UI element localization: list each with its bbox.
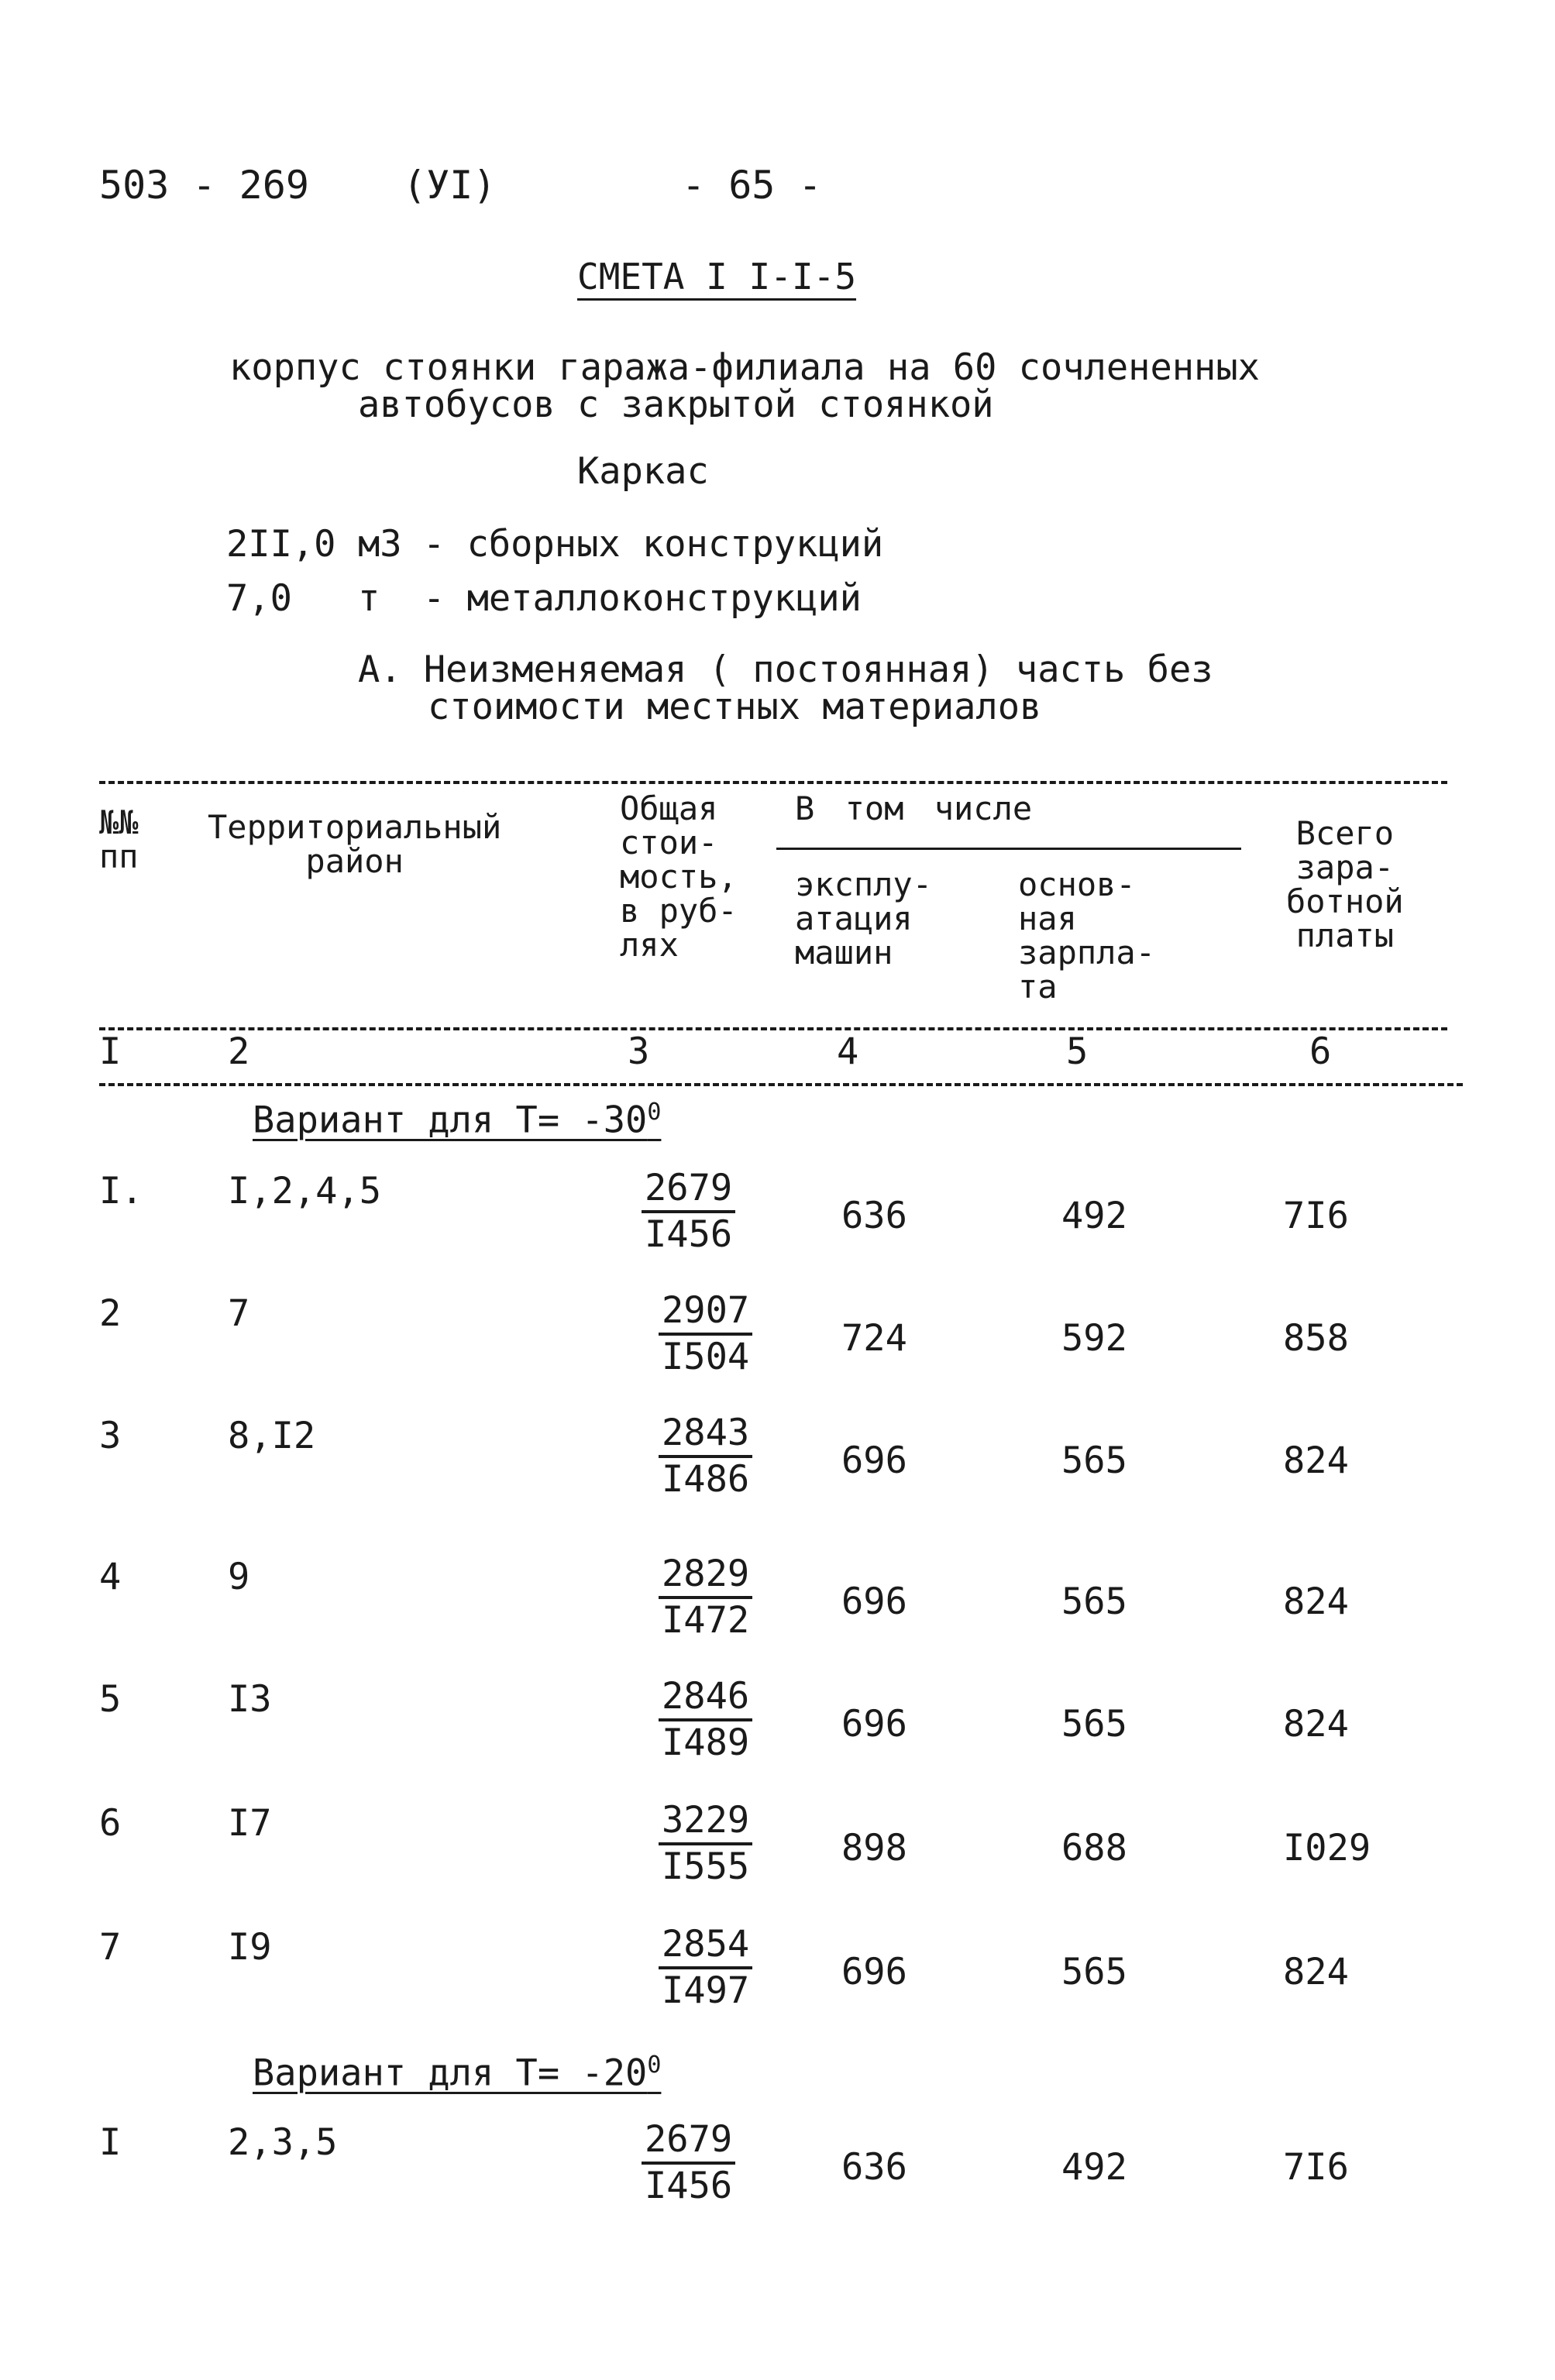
row-region: I,2,4,5 [228, 1170, 382, 1212]
column-numbers-top-rule [99, 1027, 1447, 1030]
cost-denominator: I456 [645, 1213, 733, 1256]
row-wages: 492 [1061, 1195, 1127, 1237]
subtitle-line-2: автобусов с закрытой стоянкой [358, 383, 994, 426]
header-region: Территориальный район [208, 808, 502, 880]
row-total-cost [659, 1923, 752, 2013]
row-total-wages: 824 [1283, 1439, 1349, 1482]
cost-numerator: 2829 [659, 1553, 752, 1599]
row-number: 7 [99, 1926, 122, 1969]
row-number: 2 [99, 1292, 122, 1335]
document-title: СМЕТА I I-I-5 [577, 256, 857, 298]
part-a-line-2: стоимости местных материалов [428, 686, 1042, 728]
header-group-rule [776, 848, 1241, 850]
column-number: 2 [228, 1030, 250, 1073]
table-top-rule [99, 781, 1447, 784]
variant-heading: Вариант для $T= -30^0$ [253, 1099, 662, 1142]
row-total-wages: 824 [1283, 1580, 1349, 1623]
row-total-wages: 824 [1283, 1703, 1349, 1745]
row-total-cost [659, 1412, 752, 1501]
row-wages: 565 [1061, 1951, 1127, 1993]
row-number: 3 [99, 1415, 122, 1457]
row-wages: 565 [1061, 1703, 1127, 1745]
column-number: 5 [1066, 1030, 1089, 1073]
row-number: 4 [99, 1556, 122, 1598]
row-region: 7 [228, 1292, 250, 1335]
cost-denominator: I555 [662, 1845, 750, 1888]
quantity-description: - сборных конструкций [423, 523, 884, 566]
row-wages: 565 [1061, 1439, 1127, 1482]
section-code: (УI) [403, 163, 497, 208]
part-a-line-1: А. Неизменяемая ( постоянная) часть без [358, 648, 1213, 691]
cost-numerator: 2679 [642, 1167, 735, 1213]
column-number: I [99, 1030, 122, 1073]
cost-numerator: 2846 [659, 1675, 752, 1721]
row-wages: 492 [1061, 2146, 1127, 2189]
row-machines: 696 [841, 1951, 907, 1993]
row-number: I [99, 2121, 122, 2164]
page-number: - 65 - [682, 163, 822, 208]
row-wages: 565 [1061, 1580, 1127, 1623]
row-total-wages: 858 [1283, 1317, 1349, 1360]
row-number: I. [99, 1170, 143, 1212]
row-machines: 696 [841, 1439, 907, 1482]
quantity-unit: т [358, 577, 380, 620]
row-region: 9 [228, 1556, 250, 1598]
row-region: I9 [228, 1926, 272, 1969]
column-number: 4 [837, 1030, 859, 1073]
quantity-unit: м3 [358, 523, 402, 566]
row-total-wages: 7I6 [1283, 1195, 1349, 1237]
quantity-description: - металлоконструкций [423, 577, 862, 620]
row-machines: 636 [841, 2146, 907, 2189]
row-number: 6 [99, 1802, 122, 1845]
section-name: Каркас [577, 450, 709, 493]
row-region: I3 [228, 1678, 272, 1721]
quantity-amount: 2II,0 [226, 523, 336, 566]
cost-numerator: 3229 [659, 1799, 752, 1845]
row-total-wages: 7I6 [1283, 2146, 1349, 2189]
row-total-wages: 824 [1283, 1951, 1349, 1993]
cost-denominator: I497 [662, 1969, 750, 2012]
quantity-amount: 7,0 [226, 577, 292, 620]
cost-numerator: 2854 [659, 1923, 752, 1969]
header-group: В том числе [795, 789, 1033, 827]
row-region: I7 [228, 1802, 272, 1845]
cost-numerator: 2679 [642, 2118, 735, 2165]
row-wages: 592 [1061, 1317, 1127, 1360]
row-machines: 898 [841, 1827, 907, 1869]
variant-heading: Вариант для $T= -20^0$ [253, 2052, 662, 2095]
cost-numerator: 2907 [659, 1289, 752, 1336]
row-region: 2,3,5 [228, 2121, 338, 2164]
header-total-wages: Всего зара- ботной платы [1286, 814, 1404, 954]
header-total-cost: Общая стои- мость, в руб- лях [620, 789, 738, 964]
row-total-cost [642, 1167, 735, 1257]
row-total-cost [659, 1553, 752, 1642]
row-machines: 724 [841, 1317, 907, 1360]
row-total-cost [659, 1675, 752, 1765]
row-machines: 696 [841, 1703, 907, 1745]
row-total-cost [659, 1289, 752, 1379]
row-total-wages: I029 [1283, 1827, 1371, 1869]
row-region: 8,I2 [228, 1415, 316, 1457]
row-number: 5 [99, 1678, 122, 1721]
header-row-number: №№ пп [99, 803, 139, 875]
cost-numerator: 2843 [659, 1412, 752, 1458]
subtitle-line-1: корпус стоянки гаража-филиала на 60 сочлененных [229, 346, 1260, 389]
cost-denominator: I456 [645, 2165, 733, 2207]
column-number: 6 [1309, 1030, 1332, 1073]
row-machines: 696 [841, 1580, 907, 1623]
doc-code: 503 - 269 [99, 163, 309, 208]
cost-denominator: I486 [662, 1458, 750, 1501]
cost-denominator: I489 [662, 1721, 750, 1764]
header-wages: основ- ная зарпла- та [1018, 865, 1156, 1006]
row-total-cost [659, 1799, 752, 1889]
cost-denominator: I472 [662, 1599, 750, 1642]
header-machines: эксплу- атация машин [795, 865, 933, 972]
row-wages: 688 [1061, 1827, 1127, 1869]
cost-denominator: I504 [662, 1336, 750, 1378]
row-total-cost [642, 2118, 735, 2208]
column-numbers-bottom-rule [99, 1083, 1463, 1086]
row-machines: 636 [841, 1195, 907, 1237]
column-number: 3 [628, 1030, 650, 1073]
